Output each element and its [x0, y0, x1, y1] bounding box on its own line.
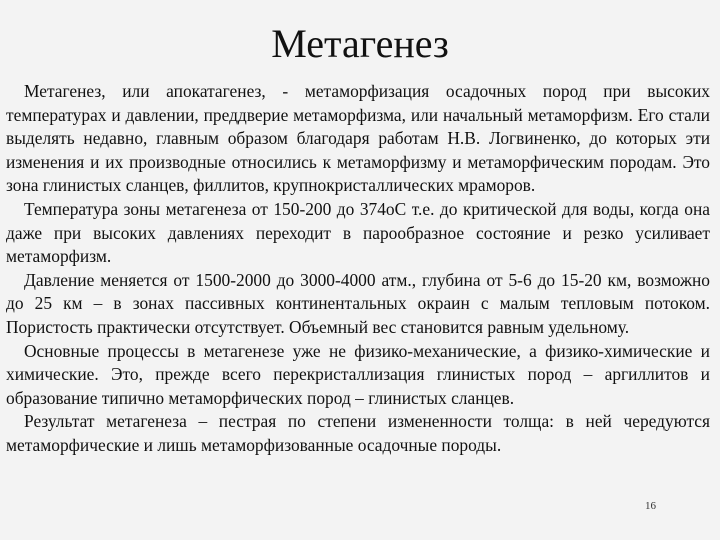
- paragraph-temperature: Температура зоны метагенеза от 150-200 до 374оС т.е. до критической для воды, когда она даже при высоких давлениях переходит в парообразное состояние и резко усиливает метаморфизм.: [6, 198, 710, 267]
- slide-title: Метагенез: [271, 21, 449, 66]
- paragraph-pressure: Давление меняется от 1500-2000 до 3000-4000 атм., глубина от 5-6 до 15-20 км, возможно до 25 км – в зонах пассивных континентальных окраин с малым тепловым потоком. Пористость практически отсутствует. Объемный вес становится равным удельному.: [6, 269, 710, 337]
- paragraph-result: Результат метагенеза – пестрая по степени измененности толща: в ней чередуются метаморфические и лишь метаморфизованные осадочные породы.: [6, 411, 710, 455]
- paragraph-processes: Основные процессы в метагенезе уже не физико-механические, а физико-химические и химические. Это, прежде всего перекристаллизация глинистых пород – аргиллитов и образование типично метаморфических пород – глинистых сланцев.: [6, 340, 710, 408]
- paragraph-definition: Метагенез, или апокатагенез, - метаморфизация осадочных пород при высоких температурах и давлении, преддверие метаморфизма, или начальный метаморфизм. Его стали выделять недавно, главным образом благодаря работам Н.В. Логвиненко, до которых эти изменения и их производные относились к метаморфизму и метаморфическим породам. Это зона глинистых сланцев, филлитов, крупнокристаллических мраморов.: [6, 81, 710, 196]
- slide-body: [6, 80, 710, 458]
- page-number: 16: [645, 500, 656, 512]
